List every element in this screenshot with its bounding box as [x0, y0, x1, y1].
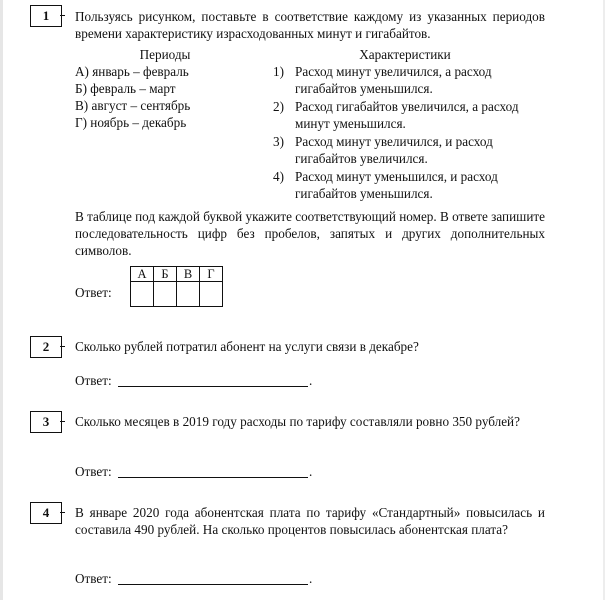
answer-table-header-g: Г [200, 267, 223, 282]
task-number-connector [60, 346, 65, 347]
periods-header: Периоды [139, 47, 191, 62]
period-item-v: В) август – сентябрь [75, 98, 191, 113]
characteristic-text: Расход минут увеличился, а расход гигабайтов уменьшился. [295, 64, 492, 96]
answer-period: . [309, 373, 313, 388]
task-question: Пользуясь рисунком, поставьте в соответствие каждому из указанных периодов времени характеристику израсходованных минут и гигабайтов. [75, 9, 545, 41]
characteristic-number: 2) [273, 99, 284, 114]
answer-period: . [309, 464, 313, 479]
period-item-b: Б) февраль – март [75, 81, 176, 96]
answer-cell-v[interactable] [177, 282, 200, 307]
task-instruction: В таблице под каждой буквой укажите соответствующий номер. В ответе запишите последовательность цифр без пробелов, запятых и других дополнительных символов. [75, 209, 546, 258]
answer-table-header-a: А [131, 267, 154, 282]
characteristic-number: 3) [273, 134, 284, 149]
answer-label: Ответ: [75, 373, 112, 388]
characteristic-number: 4) [273, 169, 284, 184]
task-number-connector [60, 512, 65, 513]
answer-table-header-v: В [177, 267, 200, 282]
task-number-badge: 4 [30, 502, 62, 524]
answer-table-header-b: Б [154, 267, 177, 282]
characteristic-number: 1) [273, 64, 284, 79]
answer-input[interactable] [118, 374, 308, 387]
task-number-badge: 1 [30, 5, 62, 27]
characteristic-text: Расход минут увеличился, и расход гигабайтов увеличился. [295, 134, 493, 166]
task-question: В январе 2020 года абонентская плата по тарифу «Стандартный» повысилась и составила 490 рублей. На сколько процентов повысилась абонентская плата? [75, 505, 545, 537]
task-question: Сколько рублей потратил абонент на услуги связи в декабре? [75, 339, 419, 354]
period-item-a: А) январь – февраль [75, 64, 189, 79]
answer-label: Ответ: [75, 571, 112, 586]
page-left-edge [0, 0, 3, 600]
characteristic-text: Расход минут уменьшился, и расход гигабайтов уменьшился. [295, 169, 498, 201]
characteristics-header: Характеристики [359, 47, 451, 62]
answer-cell-g[interactable] [200, 282, 223, 307]
task-number-badge: 2 [30, 336, 62, 358]
task-number-badge: 3 [30, 411, 62, 433]
answer-label: Ответ: [75, 464, 112, 479]
answer-input[interactable] [118, 572, 308, 585]
characteristic-text: Расход гигабайтов увеличился, а расход минут уменьшился. [295, 99, 519, 131]
answer-cell-a[interactable] [131, 282, 154, 307]
answer-period: . [309, 571, 313, 586]
answer-input[interactable] [118, 465, 308, 478]
task-number-connector [60, 421, 65, 422]
answer-cell-b[interactable] [154, 282, 177, 307]
task-number-connector [60, 15, 65, 16]
answer-table [130, 266, 223, 307]
task-question: Сколько месяцев в 2019 году расходы по тарифу составляли ровно 350 рублей? [75, 414, 520, 429]
answer-label: Ответ: [75, 285, 112, 300]
period-item-g: Г) ноябрь – декабрь [75, 115, 187, 130]
